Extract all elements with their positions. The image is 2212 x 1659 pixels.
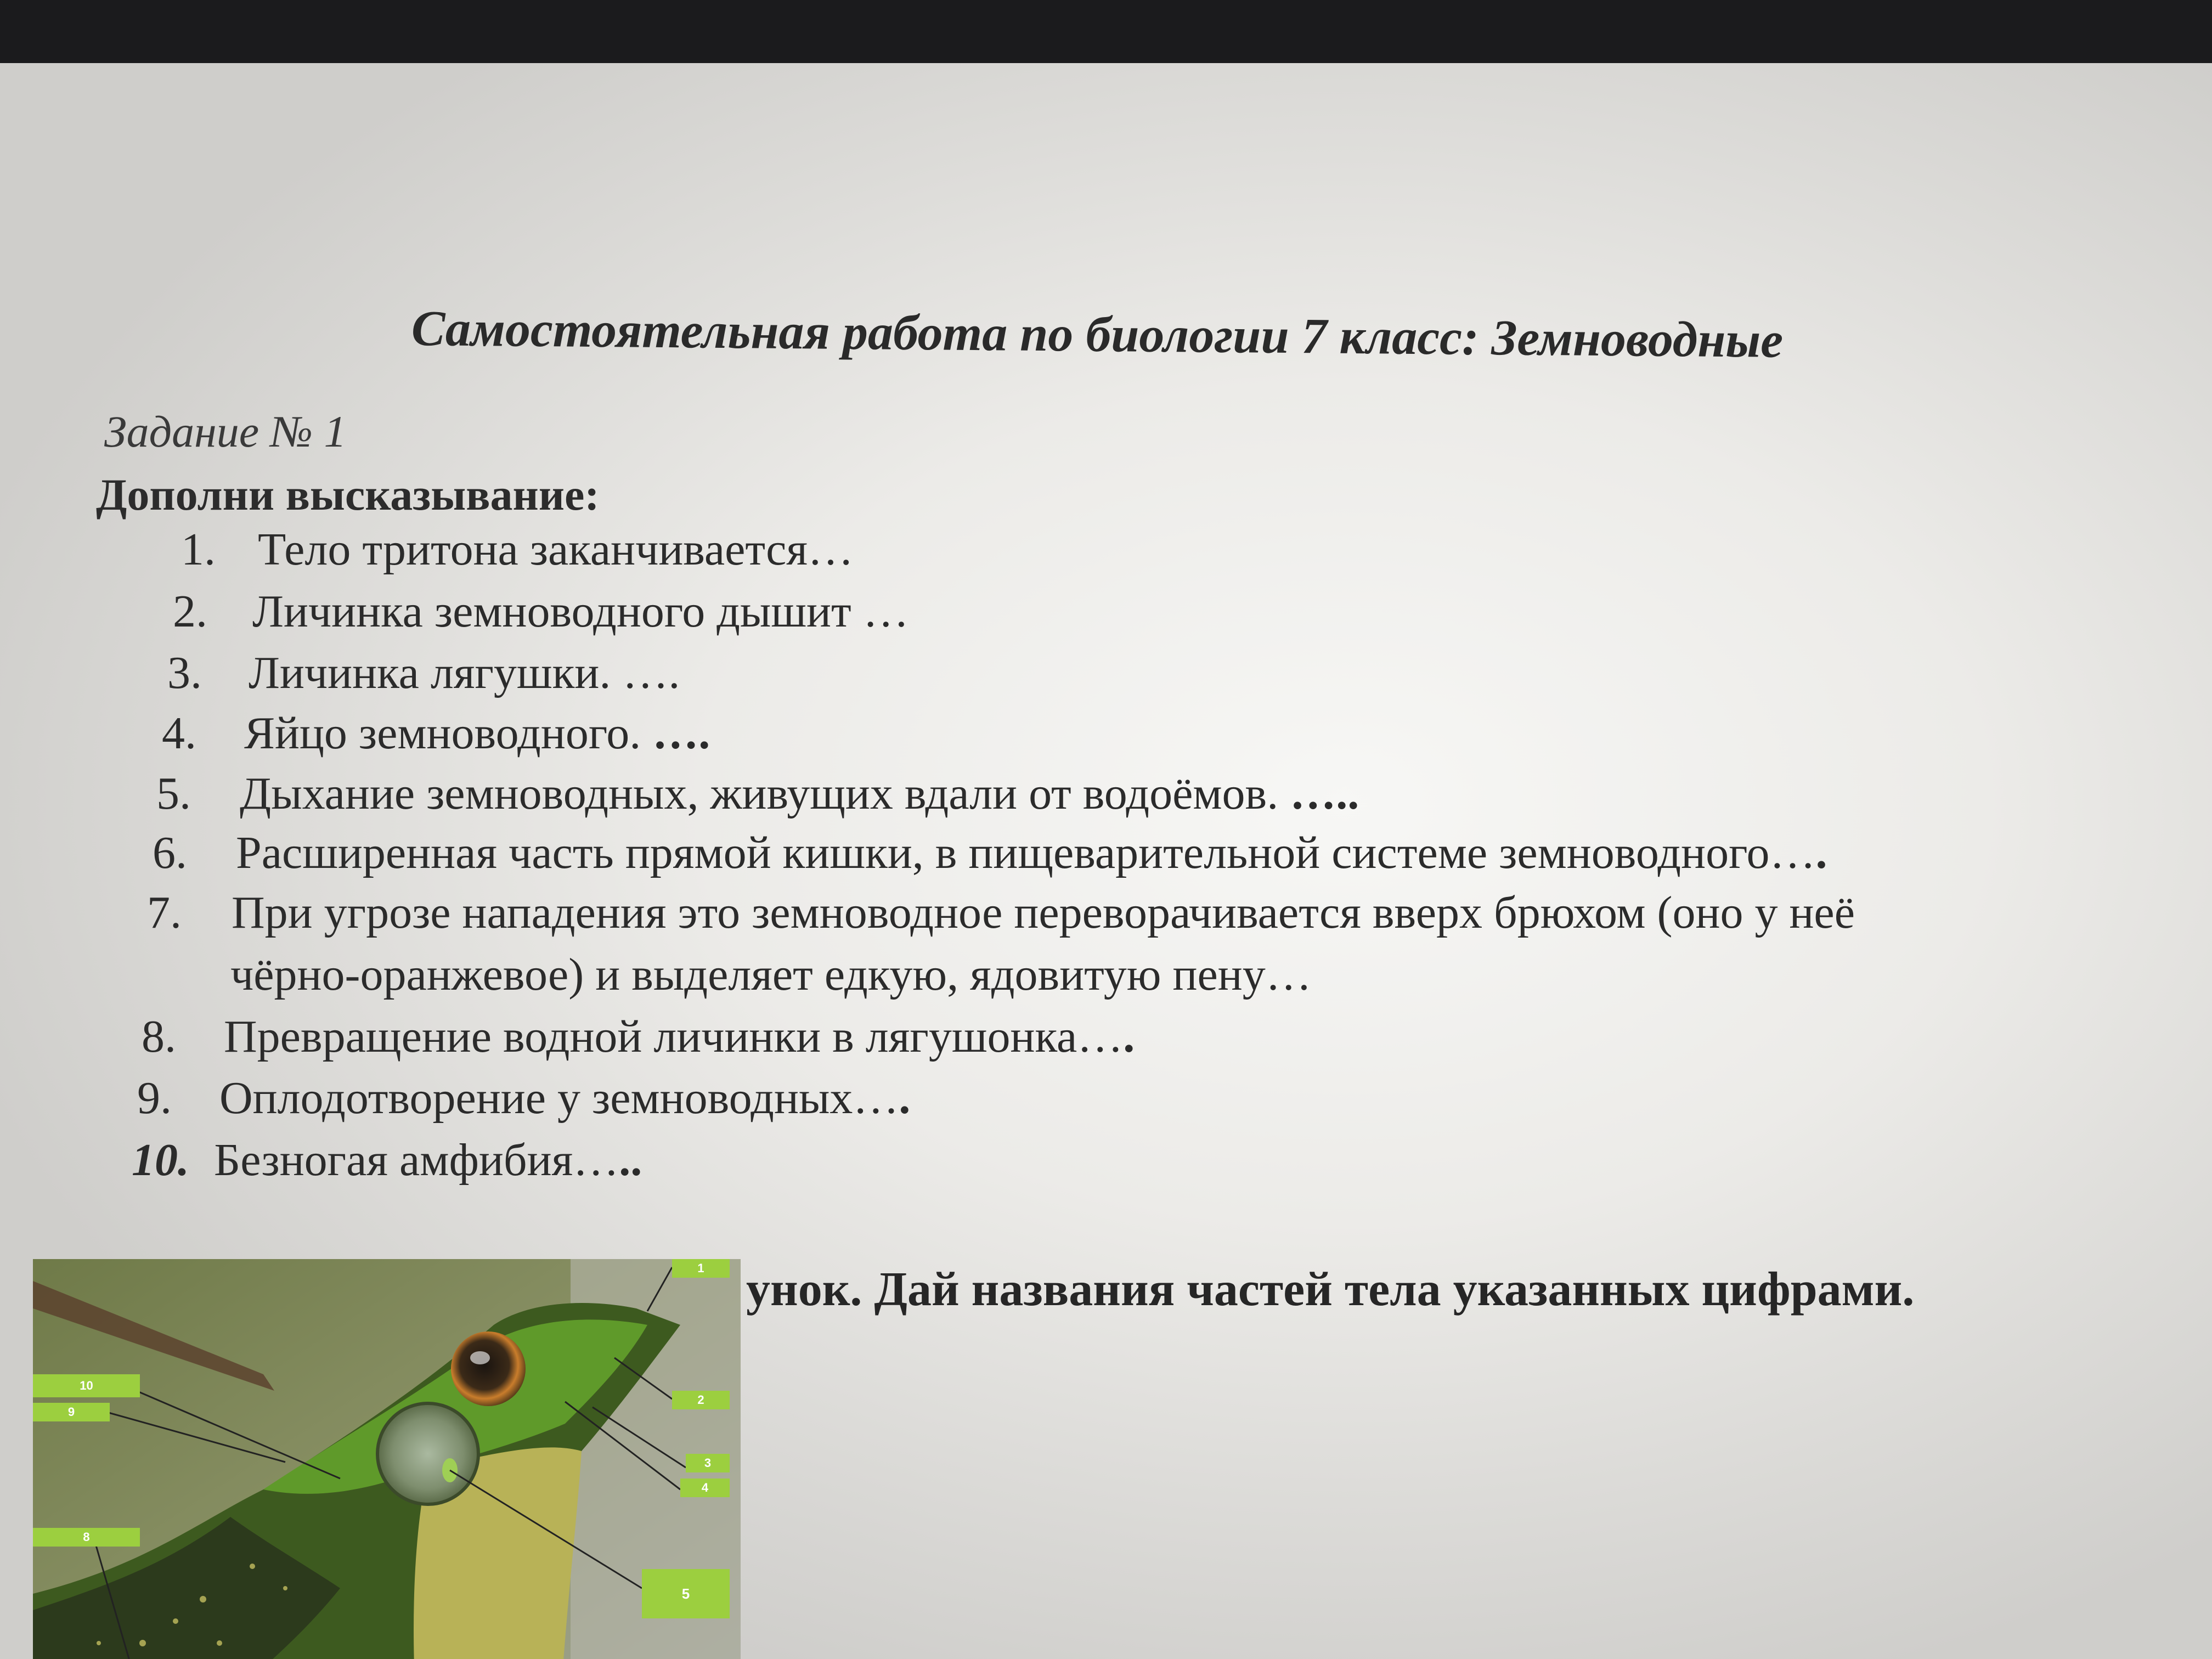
- item-text: Расширенная часть прямой кишки, в пищеварительной системе земноводного…: [236, 827, 1816, 878]
- item-number: 10.: [132, 1135, 189, 1186]
- figure-label-10: 10: [33, 1374, 140, 1397]
- list-item: [167, 647, 680, 698]
- figure-label-2: 2: [672, 1391, 730, 1409]
- item-text: Яйцо земноводного.: [244, 708, 653, 759]
- frog-photo: [33, 1259, 741, 1659]
- item-number: 3.: [167, 647, 202, 698]
- item-dots: …..: [1290, 768, 1359, 819]
- list-item: [162, 710, 710, 757]
- item-dots: .: [1123, 1011, 1135, 1062]
- item-dots: .: [1815, 827, 1827, 878]
- item-text: Личинка лягушки. ….: [249, 647, 680, 698]
- task-1-heading: Задание № 1: [104, 407, 347, 456]
- item-number: 4.: [162, 708, 196, 759]
- list-item: [142, 1011, 1135, 1062]
- item-dots: ..: [619, 1135, 642, 1186]
- list-item: [147, 887, 1855, 938]
- item-text: чёрно-оранжевое) и выделяет едкую, ядовитую пену…: [230, 949, 1312, 1000]
- item-number: 9.: [137, 1073, 172, 1124]
- figure-label-1: 1: [672, 1259, 730, 1278]
- item-number: 1.: [181, 524, 216, 575]
- worksheet-title: Самостоятельная работа по биологии 7 класс: Земноводные: [411, 300, 1784, 368]
- monitor-screen: [0, 63, 2212, 1659]
- task-2-instruction: унок. Дай названия частей тела указанных цифрами.: [746, 1263, 1915, 1316]
- figure-label-5: 5: [642, 1569, 730, 1618]
- figure-label-4: 4: [680, 1479, 730, 1497]
- item-number: 2.: [173, 586, 207, 637]
- item-text: Тело тритона заканчивается…: [258, 524, 854, 575]
- list-item-continuation: [230, 949, 1312, 1000]
- item-text: Личинка земноводного дышит …: [252, 586, 909, 637]
- list-item: [181, 524, 854, 575]
- item-dots: .: [899, 1073, 911, 1124]
- item-number: 6.: [153, 827, 187, 878]
- list-item: [132, 1135, 642, 1186]
- item-number: 7.: [147, 887, 182, 938]
- item-number: 5.: [156, 768, 191, 819]
- list-item: [156, 768, 1359, 819]
- figure-label-9: 9: [33, 1403, 110, 1421]
- list-item: [137, 1073, 911, 1124]
- task-1-instruction: Дополни высказывание:: [96, 470, 600, 520]
- item-text: Превращение водной личинки в лягушонка…: [224, 1011, 1124, 1062]
- frog-illustration: [33, 1259, 741, 1659]
- figure-label-3: 3: [686, 1454, 730, 1472]
- list-item: [153, 827, 1827, 878]
- item-text: Дыхание земноводных, живущих вдали от водоёмов.: [240, 768, 1290, 819]
- list-item: [173, 586, 909, 637]
- figure-label-8: 8: [33, 1528, 140, 1547]
- item-text: При угрозе нападения это земноводное переворачивается вверх брюхом (оно у неё: [232, 887, 1855, 938]
- item-number: 8.: [142, 1011, 176, 1062]
- item-text: Оплодотворение у земноводных…: [219, 1073, 899, 1124]
- item-text: Безногая амфибия…: [214, 1135, 619, 1186]
- item-dots: ….: [652, 708, 710, 759]
